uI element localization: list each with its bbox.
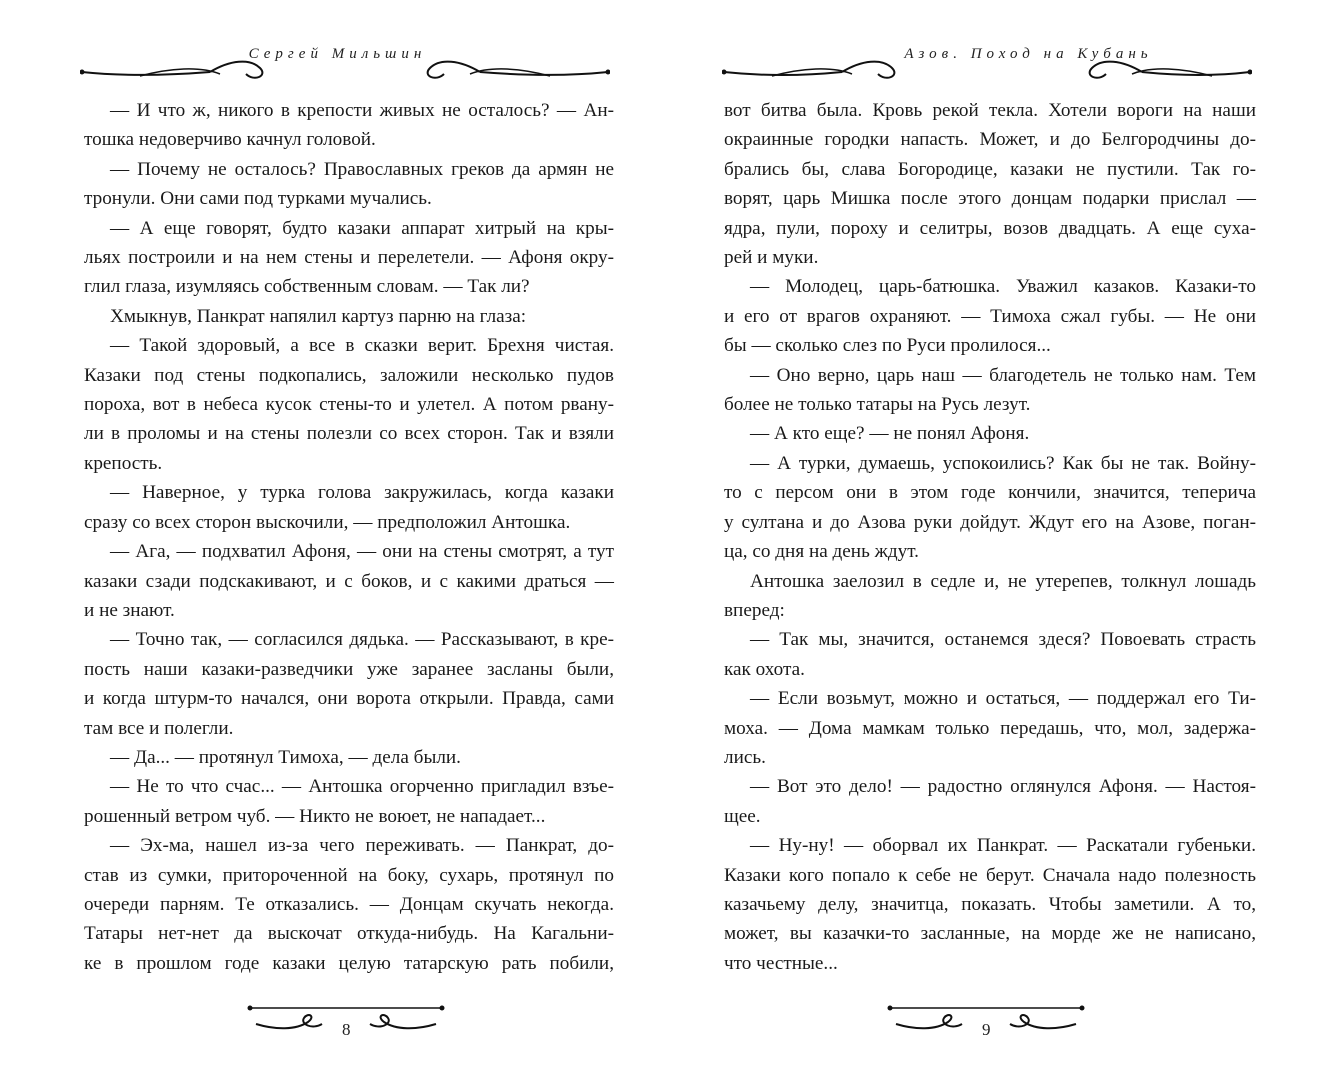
text-line: ца, со дня на день ждут.	[724, 541, 919, 563]
text-line: рей и муки.	[724, 247, 819, 269]
text-line: рошенный ветром чуб. — Никто не воюет, не нападает...	[84, 805, 546, 827]
text-line: ядра, пули, пороху и селитры, возов двадцать. А еще суха-	[724, 217, 1256, 239]
running-head-author: Сергей Мильшин	[248, 46, 427, 62]
text-line: окраинные городки напасть. Может, и до Белгородчины до-	[724, 129, 1256, 151]
text-line: — Вот это дело! — радостно оглянулся Афоня. — Настоя-	[750, 776, 1256, 798]
text-line: — Оно верно, царь наш — благодетель не только нам. Тем	[750, 364, 1256, 386]
text-line: — Молодец, царь-батюшка. Уважил казаков. Казаки-то	[750, 276, 1256, 298]
text-line: — Наверное, у турка голова закружилась, когда казаки	[110, 482, 614, 504]
text-line: пороха, вот в небеса кусок стены-то и улетел. А потом рвану-	[84, 394, 614, 416]
text-line: — Ага, — подхватил Афоня, — они на стены смотрят, а тут	[110, 541, 614, 563]
text-line: ке в прошлом годе казаки целую татарскую рать побили,	[84, 952, 614, 974]
text-line: — А турки, думаешь, успокоились? Как бы не так. Войну-	[750, 452, 1256, 474]
text-line: льях построили и на нем стены и перелетели. — Афоня окру-	[84, 247, 614, 269]
text-line: — И что ж, никого в крепости живых не осталось? — Ан-	[110, 100, 614, 121]
text-line: более не только татары на Русь лезут.	[724, 394, 1031, 416]
text-line: став из сумки, притороченной на боку, сухарь, протянул по	[84, 864, 614, 886]
text-line: ли в проломы и на стены полезли со всех сторон. Так и взяли	[84, 423, 614, 445]
text-line: казачьему делу, значитца, показать. Чтобы заметили. А то,	[724, 893, 1256, 915]
left-page-text	[84, 96, 614, 978]
left-page	[0, 0, 665, 1080]
text-line: тронули. Они сами под турками мучались.	[84, 188, 432, 210]
text-line: пость наши казаки-разведчики уже заранее засланы были,	[84, 658, 614, 680]
text-line: крепость.	[84, 452, 163, 474]
text-line: моха. — Дома мамкам только передашь, что, мол, задержа-	[724, 717, 1256, 739]
running-head-title: Азов. Поход на Кубань	[904, 46, 1153, 62]
text-line: и не знают.	[84, 599, 175, 621]
text-line: щее.	[724, 805, 761, 827]
text-line: может, вы казачки-то засланные, на морде же не написано,	[724, 923, 1256, 945]
text-line: — Да... — протянул Тимоха, — дела были.	[110, 746, 461, 768]
text-line: — А еще говорят, будто казаки аппарат хитрый на кры-	[110, 217, 614, 239]
text-line: Казаки под стены подкопались, заложили несколько пудов	[84, 364, 614, 386]
text-line: и когда штурм-то начался, они ворота открыли. Правда, сами	[84, 688, 614, 710]
text-line: вперед:	[724, 599, 785, 621]
page-number: 9	[982, 1020, 991, 1039]
text-line: очереди парням. Те отказались. — Донцам скучать некогда.	[84, 893, 614, 915]
text-line: как охота.	[724, 658, 805, 680]
text-line: там все и полегли.	[84, 717, 234, 739]
right-page	[666, 0, 1331, 1080]
text-line: что честные...	[724, 952, 838, 974]
text-line: Хмыкнув, Панкрат напялил картуз парню на глаза:	[110, 305, 527, 327]
text-line: — Если возьмут, можно и остаться, — поддержал его Ти-	[750, 688, 1256, 710]
text-line: брались бы, слава Богородице, казаки не пустили. Так го-	[724, 158, 1256, 180]
text-line: то с персом они в этом годе кончили, значится, теперича	[724, 482, 1256, 504]
text-line: казаки сзади подскакивают, и с боков, и с какими драться —	[84, 570, 614, 592]
text-line: тошка недоверчиво качнул головой.	[84, 129, 376, 151]
text-line: — Точно так, — согласился дядька. — Рассказывают, в кре-	[110, 629, 614, 651]
text-line: — Эх-ма, нашел из-за чего переживать. — Панкрат, до-	[110, 835, 614, 857]
text-line: Антошка заелозил в седле и, не утерепев, толкнул лошадь	[750, 570, 1256, 592]
text-line: Татары нет-нет да выскочат откуда-нибудь. На Кагальни-	[84, 923, 614, 945]
page-number: 8	[342, 1020, 351, 1039]
text-line: у султана и до Азова руки дойдут. Ждут его на Азове, поган-	[724, 511, 1256, 533]
text-line: и его от врагов охраняют. — Тимоха сжал губы. — Не они	[724, 305, 1256, 327]
text-line: — Не то что счас... — Антошка огорченно пригладил взъе-	[110, 776, 614, 798]
text-line: бы — сколько слез по Руси пролилося...	[724, 335, 1051, 357]
text-line: сразу со всех сторон выскочили, — предположил Антошка.	[84, 511, 571, 533]
text-line: — Почему не осталось? Православных греков да армян не	[110, 158, 614, 180]
text-line: глил глаза, изумляясь собственным словам. — Так ли?	[84, 276, 530, 298]
text-line: лись.	[724, 746, 766, 768]
text-line: Казаки кого попало к себе не берут. Сначала надо полезность	[724, 864, 1256, 886]
text-line: — Так мы, значится, останемся здеся? Повоевать страсть	[750, 629, 1256, 651]
right-page-text	[724, 96, 1256, 978]
text-line: ворят, царь Мишка после этого донцам подарки прислал —	[724, 188, 1256, 210]
text-line: — А кто еще? — не понял Афоня.	[750, 423, 1030, 445]
text-line: вот битва была. Кровь рекой текла. Хотели вороги на наши	[724, 100, 1256, 121]
text-line: — Такой здоровый, а все в сказки верит. Брехня чистая.	[110, 335, 614, 357]
text-line: — Ну-ну! — оборвал их Панкрат. — Раскатали губеньки.	[750, 835, 1256, 857]
